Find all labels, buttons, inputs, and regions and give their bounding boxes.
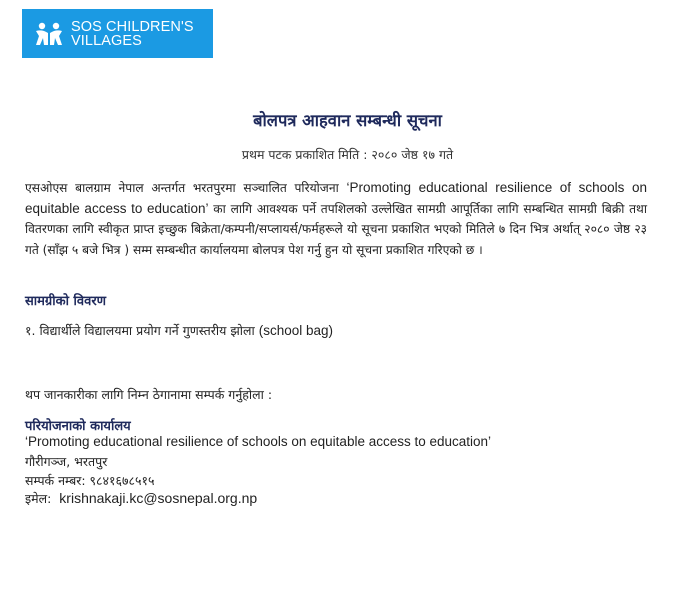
paragraph-part-2: का लागि आवश्यक पर्ने तपशिलको उल्लेखित सामग्री आपूर्तिका लागि सम्बन्धित सामग्री बिक्री तथा वितरणका लागि स्वीकृत प्राप्त इच्छुक बिक्रेता/कम्पनी/सप्लायर्स/फर्महरूले यो सूचना प्रकाशित भएको मितिले ७ दिन भित्र अर्थात् २०८० जेष्ठ २३ गते (साँझ ५ बजे भित्र ) सम्म सम्बन्धीत कार्यालयमा बोलपत्र पेश गर्नु हुन यो सूचना प्रकाशित गरिएको छ ।	[25, 201, 648, 257]
logo-line-1: SOS CHILDREN'S	[71, 18, 194, 35]
office-heading: परियोजनाको कार्यालय	[25, 419, 131, 434]
paragraph-project-name: ‘Promoting educational resilience of schools on equitable access to education’	[25, 180, 647, 216]
children-figures-icon	[34, 21, 64, 47]
office-address: गौरीगञ्ज, भरतपुर	[25, 454, 108, 469]
office-phone: सम्पर्क नम्बर: ९८४१६७८५१५	[25, 473, 155, 488]
sos-logo	[22, 9, 213, 58]
office-email-line	[25, 490, 257, 507]
paragraph-part-1: एसओएस बालग्राम नेपाल अन्तर्गत भरतपुरमा सञ्चालित परियोजना	[25, 181, 339, 195]
email-label: इमेल:	[25, 491, 52, 506]
logo-wordmark	[71, 20, 194, 48]
email-address[interactable]: krishnakaji.kc@sosnepal.org.np	[59, 490, 258, 506]
office-project	[25, 434, 491, 449]
notice-paragraph	[25, 178, 647, 260]
office-project-name: ‘Promoting educational resilience of schools on equitable access to education’	[25, 434, 492, 449]
publish-date: प्रथम पटक प्रकाशित मिति : २०८० जेष्ठ १७ गते	[241, 147, 454, 162]
material-item	[25, 322, 333, 339]
contact-intro: थप जानकारीका लागि निम्न ठेगानामा सम्पर्क गर्नुहोला :	[25, 387, 273, 402]
notice-title: बोलपत्र आहवान सम्बन्धी सूचना	[253, 111, 442, 130]
logo-line-2: VILLAGES	[71, 32, 142, 49]
material-item-en: (school bag)	[258, 323, 334, 338]
material-item-np: १. विद्यार्थीले विद्यालयमा प्रयोग गर्ने गुणस्तरीय झोला	[25, 323, 255, 338]
materials-heading: सामग्रीको विवरण	[25, 294, 107, 309]
